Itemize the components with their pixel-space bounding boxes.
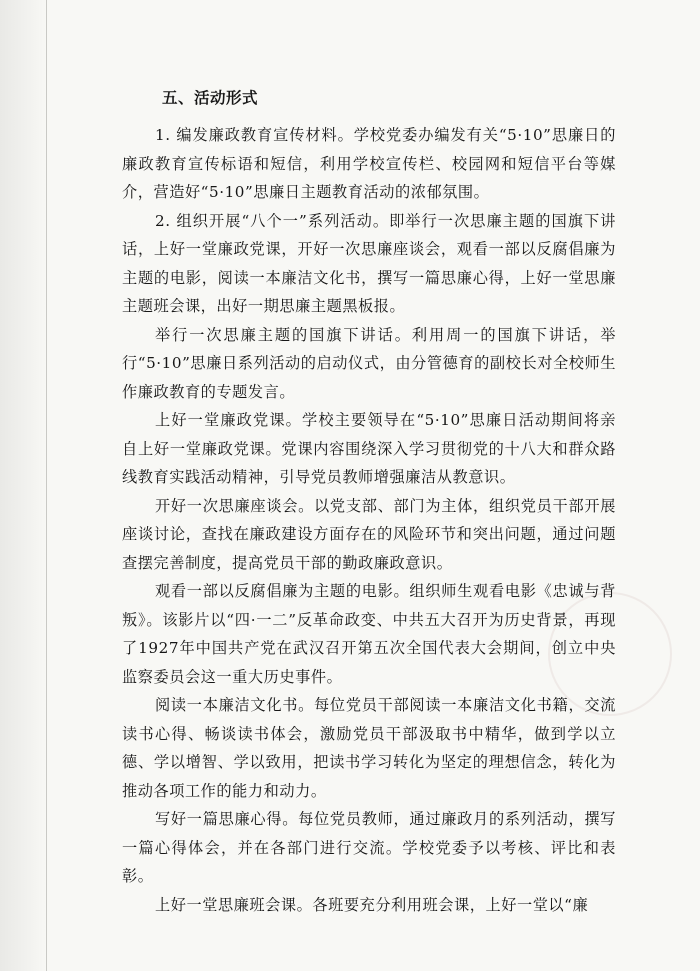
section-heading: 五、活动形式 <box>162 89 259 107</box>
paragraph-7: 阅读一本廉洁文化书。每位党员干部阅读一本廉洁文化书籍，交流读书心得、畅谈读书体会，激励党员干部汲取书中精华，做到学以立德、学以增智、学以致用，把读书学习转化为坚定的理想信念，转化为推动各项工作的能力和动力。 <box>122 696 616 800</box>
paragraph-8: 写好一篇思廉心得。每位党员教师，通过廉政月的系列活动，撰写一篇心得体会，并在各部门进行交流。学校党委予以考核、评比和表彰。 <box>122 810 616 885</box>
paragraph-9: 上好一堂思廉班会课。各班要充分利用班会课，上好一堂以“廉 <box>155 895 589 914</box>
document-body <box>122 84 616 919</box>
paragraph-3: 举行一次思廉主题的国旗下讲话。利用周一的国旗下讲话，举行“5·10”思廉日系列活动的启动仪式，由分管德育的副校长对全校师生作廉政教育的专题发言。 <box>122 325 616 401</box>
paragraph-6: 观看一部以反腐倡廉为主题的电影。组织师生观看电影《忠诚与背叛》。该影片以“四·一二”反革命政变、中共五大召开为历史背景，再现了1927年中国共产党在武汉召开第五次全国代表大会期间，创立中央监察委员会这一重大历史事件。 <box>122 582 616 686</box>
page-edge-line <box>46 0 47 971</box>
paragraph-1: 1. 编发廉政教育宣传材料。学校党委办编发有关“5·10”思廉日的廉政教育宣传标语和短信，利用学校宣传栏、校园网和短信平台等媒介，营造好“5·10”思廉日主题教育活动的浓郁氛围。 <box>122 126 616 201</box>
scan-binding-edge <box>0 0 46 971</box>
paragraph-4: 上好一堂廉政党课。学校主要领导在“5·10”思廉日活动期间将亲自上好一堂廉政党课。党课内容围绕深入学习贯彻党的十八大和群众路线教育实践活动精神，引导党员教师增强廉洁从教意识。 <box>122 411 616 486</box>
paragraph-2: 2. 组织开展“八个一”系列活动。即举行一次思廉主题的国旗下讲话，上好一堂廉政党课，开好一次思廉座谈会，观看一部以反腐倡廉为主题的电影，阅读一本廉洁文化书，撰写一篇思廉心得，上好一堂思廉主题班会课，出好一期思廉主题黑板报。 <box>122 211 616 315</box>
paragraph-5: 开好一次思廉座谈会。以党支部、部门为主体，组织党员干部开展座谈讨论，查找在廉政建设方面存在的风险环节和突出问题，通过问题查摆完善制度，提高党员干部的勤政廉政意识。 <box>122 496 616 572</box>
